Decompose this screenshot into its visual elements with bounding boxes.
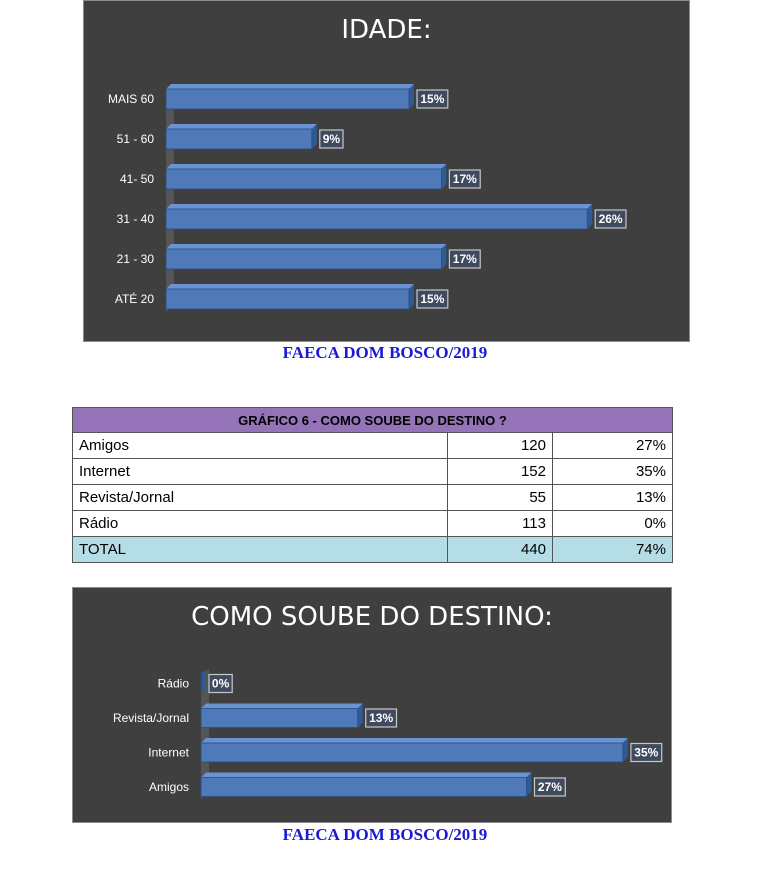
- category-label: 51 - 60: [116, 132, 154, 146]
- source-table: [72, 407, 673, 563]
- total-label: TOTAL: [73, 537, 448, 563]
- data-label: 27%: [537, 780, 562, 794]
- source-chart-plot: [73, 588, 673, 824]
- row-count: 55: [448, 485, 553, 511]
- category-label: 21 - 30: [116, 252, 154, 266]
- category-label: 31 - 40: [116, 212, 154, 226]
- row-count: 113: [448, 511, 553, 537]
- row-label: Rádio: [73, 511, 448, 537]
- data-label: 0%: [211, 676, 230, 691]
- row-count: 120: [448, 433, 553, 459]
- bar: [166, 89, 409, 109]
- age-chart-title: IDADE:: [341, 15, 432, 45]
- data-label: 26%: [598, 212, 623, 226]
- bar: [166, 289, 409, 309]
- age-chart: [83, 0, 690, 342]
- category-label: Amigos: [148, 780, 189, 794]
- bar-top: [201, 773, 531, 778]
- axis-wall: [166, 84, 174, 312]
- row-percent: 0%: [553, 511, 673, 537]
- bar: [201, 709, 358, 728]
- bar-top: [166, 164, 446, 169]
- total-count: 440: [448, 537, 553, 563]
- row-count: 152: [448, 459, 553, 485]
- bar-top: [166, 124, 317, 129]
- source-chart-title: COMO SOUBE DO DESTINO:: [191, 602, 553, 632]
- bar: [166, 129, 312, 149]
- bar: [201, 778, 526, 797]
- table-row: [73, 459, 673, 485]
- bar: [166, 209, 587, 229]
- data-label: 17%: [452, 172, 477, 186]
- row-percent: 13%: [553, 485, 673, 511]
- row-label: Internet: [73, 459, 448, 485]
- bar: [166, 249, 441, 269]
- bar-top: [166, 84, 414, 89]
- row-label: Amigos: [73, 433, 448, 459]
- total-percent: 74%: [553, 537, 673, 563]
- bar-top: [166, 244, 446, 249]
- category-label: Revista/Jornal: [112, 711, 189, 725]
- category-label: Rádio: [157, 676, 189, 691]
- bar: [201, 743, 623, 762]
- table-row: [73, 485, 673, 511]
- data-label: 15%: [420, 292, 445, 306]
- data-label: 9%: [322, 132, 341, 146]
- table-title: GRÁFICO 6 - COMO SOUBE DO DESTINO ?: [73, 408, 673, 433]
- category-label: Internet: [148, 745, 189, 760]
- data-label: 17%: [452, 252, 477, 266]
- table-total-row: [73, 537, 673, 563]
- table-row: [73, 511, 673, 537]
- bar-top: [166, 284, 414, 289]
- row-percent: 27%: [553, 433, 673, 459]
- bar-top: [201, 704, 363, 709]
- bar-top: [166, 204, 592, 209]
- source-chart: [72, 587, 672, 823]
- age-chart-plot: [84, 1, 691, 343]
- category-label: ATÉ 20: [114, 292, 154, 306]
- category-label: MAIS 60: [107, 92, 154, 106]
- row-label: Revista/Jornal: [73, 485, 448, 511]
- data-label: 15%: [420, 92, 445, 106]
- category-label: 41- 50: [119, 172, 154, 186]
- bar: [201, 674, 202, 693]
- data-label: 35%: [634, 745, 659, 760]
- bar-top: [201, 738, 628, 743]
- source-chart-caption: FAECA DOM BOSCO/2019: [282, 825, 488, 844]
- table-row: [73, 433, 673, 459]
- data-label: 13%: [369, 711, 394, 725]
- row-percent: 35%: [553, 459, 673, 485]
- bar: [166, 169, 441, 189]
- age-chart-caption: FAECA DOM BOSCO/2019: [282, 343, 488, 362]
- table-header-row: [73, 408, 673, 433]
